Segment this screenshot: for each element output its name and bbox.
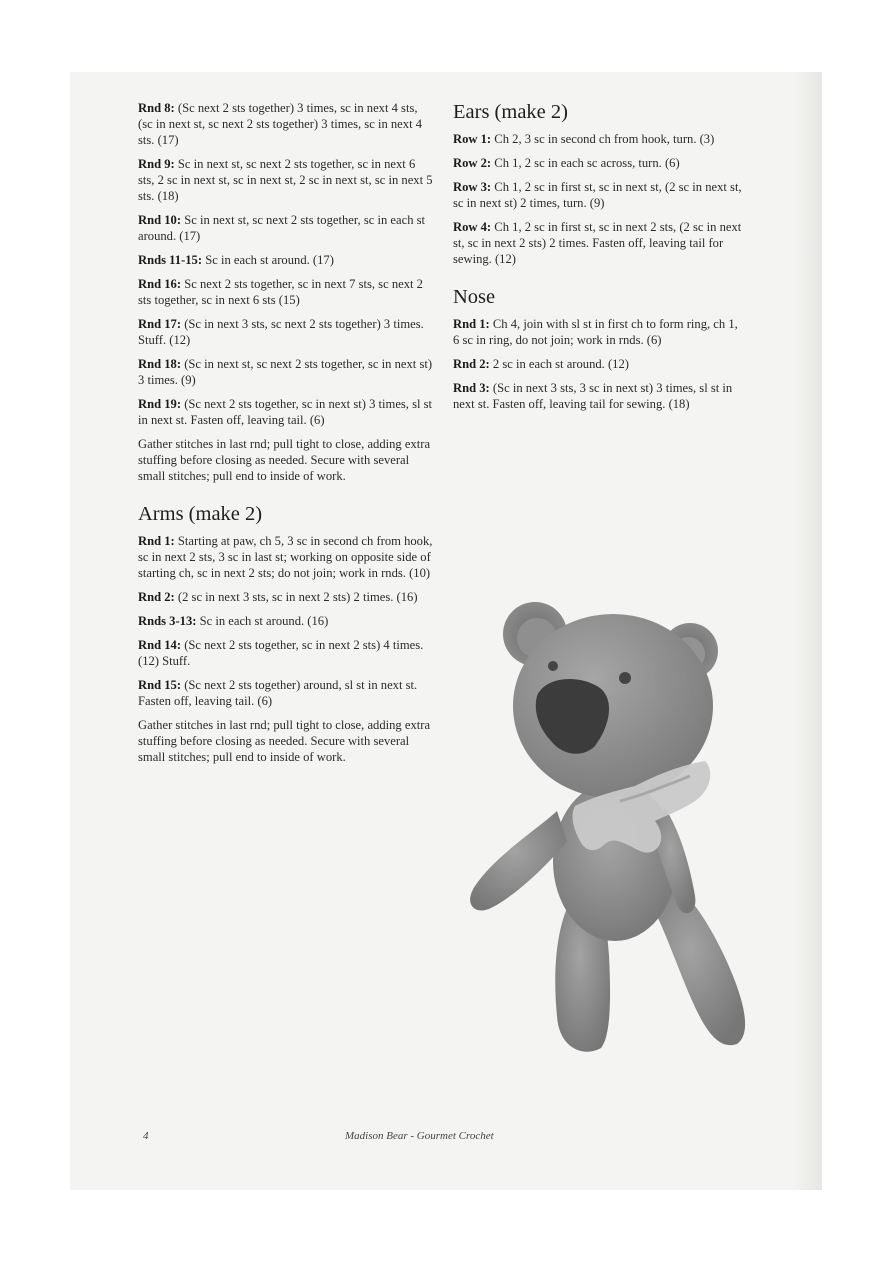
nose-heading: Nose bbox=[453, 286, 496, 308]
instruction-text: (Sc next 2 sts together) around, sl st in next st. Fasten off, leaving tail. (6) bbox=[138, 678, 418, 708]
instruction-paragraph bbox=[453, 155, 745, 171]
instruction-text: Sc next 2 sts together, sc in next 7 sts, sc next 2 sts together, sc in next 6 sts (15) bbox=[138, 277, 423, 307]
page-number: 4 bbox=[143, 1130, 149, 1142]
instruction-paragraph bbox=[138, 156, 434, 204]
instruction-paragraph bbox=[453, 131, 745, 147]
instruction-paragraph bbox=[138, 637, 434, 669]
instruction-paragraph bbox=[138, 589, 434, 605]
instruction-paragraph bbox=[138, 677, 434, 709]
instruction-text: (Sc next 2 sts together) 3 times, sc in next 4 sts, (sc in next st, sc next 2 sts together) 3 times, sc in next 4 sts. (17) bbox=[138, 101, 423, 147]
round-label: Rnd 10: bbox=[138, 213, 182, 227]
instruction-text: (Sc next 2 sts together, sc in next 2 sts) 4 times. (12) Stuff. bbox=[138, 638, 424, 668]
round-label: Row 4: bbox=[453, 220, 492, 234]
bear-photo bbox=[455, 596, 750, 1071]
instruction-text: Gather stitches in last rnd; pull tight to close, adding extra stuffing before closing as needed. Secure with several small stitches; pull end to inside of work. bbox=[138, 718, 431, 764]
instruction-paragraph bbox=[138, 396, 434, 428]
instruction-text: (Sc in next 3 sts, 3 sc in next st) 3 times, sl st in next st. Fasten off, leaving tail for sewing. (18) bbox=[453, 381, 733, 411]
instruction-text: Sc in next st, sc next 2 sts together, sc in each st around. (17) bbox=[138, 213, 426, 243]
round-label: Rnds 3-13: bbox=[138, 614, 197, 628]
round-label: Rnd 16: bbox=[138, 277, 182, 291]
instruction-text: Ch 4, join with sl st in first ch to form ring, ch 1, 6 sc in ring, do not join; work in rnds. (6) bbox=[453, 317, 738, 347]
instruction-paragraph bbox=[453, 356, 745, 372]
nose-instructions bbox=[453, 316, 745, 412]
arms-heading: Arms (make 2) bbox=[138, 503, 263, 525]
instruction-text: Sc in each st around. (16) bbox=[199, 614, 329, 628]
round-label: Rnd 14: bbox=[138, 638, 182, 652]
instruction-text: (Sc in next 3 sts, sc next 2 sts together) 3 times. Stuff. (12) bbox=[138, 317, 424, 347]
ears-instructions bbox=[453, 131, 745, 267]
instruction-text: (2 sc in next 3 sts, sc in next 2 sts) 2 times. (16) bbox=[177, 590, 418, 604]
round-label: Rnd 1: bbox=[453, 317, 490, 331]
round-label: Row 1: bbox=[453, 132, 492, 146]
instruction-paragraph bbox=[138, 436, 434, 484]
instruction-paragraph bbox=[453, 179, 745, 211]
instruction-paragraph bbox=[138, 613, 434, 629]
round-label: Rnd 3: bbox=[453, 381, 490, 395]
bear-left-arm bbox=[470, 811, 567, 911]
left-column-instructions bbox=[138, 100, 434, 484]
instruction-paragraph bbox=[453, 219, 745, 267]
instruction-paragraph bbox=[138, 276, 434, 308]
page-edge-shadow bbox=[792, 72, 822, 1190]
round-label: Rnd 9: bbox=[138, 157, 175, 171]
instruction-text: Ch 1, 2 sc in first st, sc in next 2 sts, (2 sc in next st, sc in next 2 sts) 2 times. Fasten off, leaving tail for sewing. (12) bbox=[453, 220, 742, 266]
round-label: Rnd 19: bbox=[138, 397, 182, 411]
instruction-paragraph bbox=[138, 252, 434, 268]
crochet-bear-illustration bbox=[455, 596, 750, 1071]
arms-instructions bbox=[138, 533, 434, 765]
instruction-paragraph bbox=[138, 100, 434, 148]
instruction-text: (Sc in next st, sc next 2 sts together, sc in next st) 3 times. (9) bbox=[138, 357, 433, 387]
round-label: Rnd 17: bbox=[138, 317, 182, 331]
instruction-paragraph bbox=[138, 717, 434, 765]
round-label: Rnd 18: bbox=[138, 357, 182, 371]
round-label: Rnd 2: bbox=[138, 590, 175, 604]
round-label: Rnd 1: bbox=[138, 534, 175, 548]
instruction-text: Ch 1, 2 sc in each sc across, turn. (6) bbox=[494, 156, 680, 170]
bear-left-eye bbox=[548, 661, 558, 671]
round-label: Rnds 11-15: bbox=[138, 253, 203, 267]
instruction-text: Ch 1, 2 sc in first st, sc in next st, (2 sc in next st, sc in next st) 2 times, turn. (9) bbox=[453, 180, 742, 210]
left-column bbox=[138, 100, 434, 773]
instruction-text: Starting at paw, ch 5, 3 sc in second ch from hook, sc in next 2 sts, 3 sc in last st; working on opposite side of starting ch, sc in next 2 sts; do not join; work in rnds. (10) bbox=[138, 534, 433, 580]
instruction-paragraph bbox=[453, 316, 745, 348]
instruction-paragraph bbox=[138, 533, 434, 581]
instruction-text: Sc in each st around. (17) bbox=[205, 253, 334, 267]
round-label: Rnd 2: bbox=[453, 357, 490, 371]
round-label: Row 2: bbox=[453, 156, 492, 170]
round-label: Rnd 15: bbox=[138, 678, 182, 692]
footer-title: Madison Bear - Gourmet Crochet bbox=[345, 1130, 494, 1142]
ears-heading: Ears (make 2) bbox=[453, 101, 568, 123]
instruction-paragraph bbox=[138, 316, 434, 348]
instruction-text: Ch 2, 3 sc in second ch from hook, turn. (3) bbox=[494, 132, 715, 146]
instruction-paragraph bbox=[138, 356, 434, 388]
instruction-paragraph bbox=[138, 212, 434, 244]
instruction-paragraph bbox=[453, 380, 745, 412]
instruction-text: Gather stitches in last rnd; pull tight to close, adding extra stuffing before closing as needed. Secure with several small stitches; pull end to inside of work. bbox=[138, 437, 431, 483]
right-column bbox=[453, 100, 745, 420]
round-label: Rnd 8: bbox=[138, 101, 175, 115]
instruction-text: Sc in next st, sc next 2 sts together, sc in next 6 sts, 2 sc in next st, sc in next st, 2 sc in next st, sc in next 5 sts. (18) bbox=[138, 157, 433, 203]
round-label: Row 3: bbox=[453, 180, 492, 194]
instruction-text: 2 sc in each st around. (12) bbox=[492, 357, 629, 371]
instruction-text: (Sc next 2 sts together, sc in next st) 3 times, sl st in next st. Fasten off, leaving tail. (6) bbox=[138, 397, 433, 427]
bear-right-eye bbox=[619, 672, 631, 684]
